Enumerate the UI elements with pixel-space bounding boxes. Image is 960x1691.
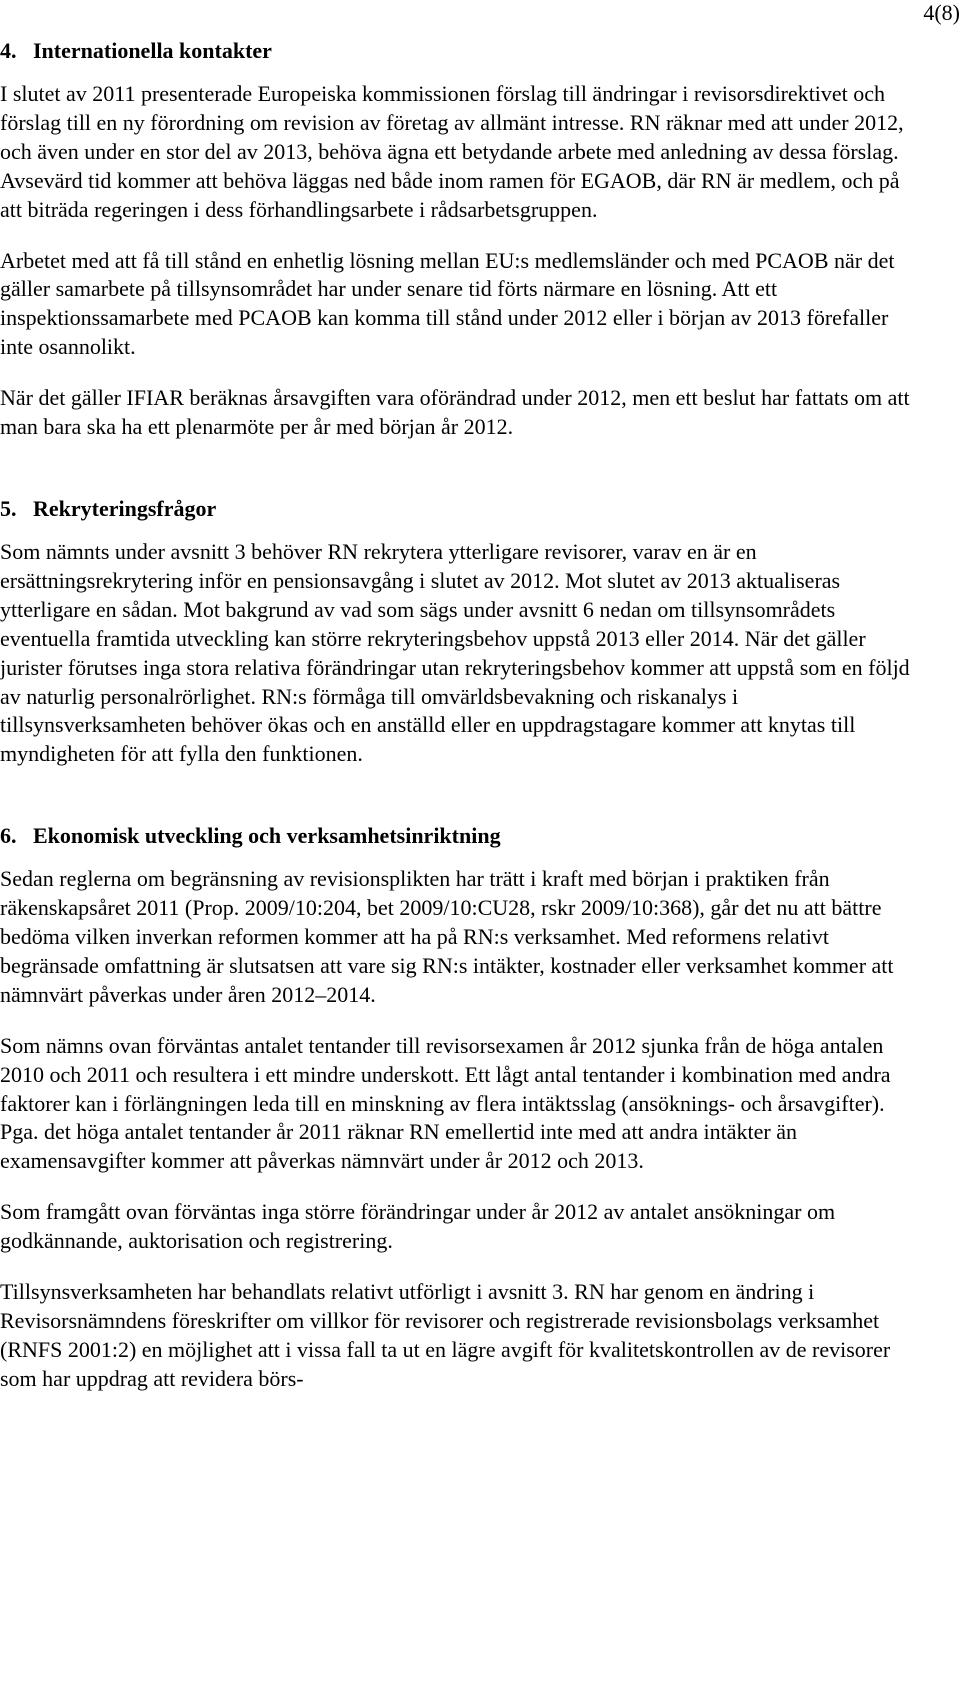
section-internationella-kontakter [0,36,920,442]
paragraph: Sedan reglerna om begränsning av revisionsplikten har trätt i kraft med början i praktiken från räkenskapsåret 2011 (Prop. 2009/10:204, bet 2009/10:CU28, rskr 2009/10:368), går det nu att bättre bedöma vilken inverkan reformen kommer att ha på RN:s verksamhet. Med reformens relativt begränsade omfattning är slutsatsen att vare sig RN:s intäkter, kostnader eller verksamhet kommer att nämnvärt påverkas under åren 2012–2014. [0,866,894,1007]
section-number: 4. [0,38,17,63]
paragraph: När det gäller IFIAR beräknas årsavgiften vara oförändrad under 2012, men ett beslut har fattats om att man bara ska ha ett plenarmöte per år med början år 2012. [0,385,910,440]
document-body [0,36,920,1394]
paragraph: I slutet av 2011 presenterade Europeiska kommissionen förslag till ändringar i revisorsdirektivet och förslag till en ny förordning om revision av företag av allmänt intresse. RN räknar med att under 2012, och även under en stor del av 2013, behöva ägna ett betydande arbete med anledning av dessa förslag. Avsevärd tid kommer att behöva läggas ned både inom ramen för EGAOB, där RN är medlem, och på att biträda regeringen i dess förhandlingsarbete i rådsarbetsgruppen. [0,81,904,222]
section-rekryteringsfragor [0,494,920,769]
paragraph: Som nämns ovan förväntas antalet tentander till revisorsexamen år 2012 sjunka från de höga antalen 2010 och 2011 och resultera i ett mindre underskott. Ett lågt antal tentander i kombination med andra faktorer kan i förlängningen leda till en minskning av flera intäktsslag (ansöknings- och årsavgifter). Pga. det höga antalet tentander år 2011 räknar RN emellertid inte med att andra intäkter än examensavgifter kommer att påverkas nämnvärt under år 2012 och 2013. [0,1032,891,1174]
paragraph: Arbetet med att få till stånd en enhetlig lösning mellan EU:s medlemsländer och med PCAOB när det gäller samarbete på tillsynsområdet har under senare tid förts närmare en lösning. Att ett inspektionssamarbete med PCAOB kan komma till stånd under 2012 eller i början av 2013 förefaller inte osannolikt. [0,247,895,360]
section-heading [0,36,920,66]
paragraph: Som nämnts under avsnitt 3 behöver RN rekrytera ytterligare revisorer, varav en är en ersättningsrekrytering inför en pensionsavgång i slutet av 2012. Mot slutet av 2013 aktualiseras ytterligare en sådan. Mot bakgrund av vad som sägs under avsnitt 6 nedan om tillsynsområdets eventuella framtida utveckling kan större rekryteringsbehov uppstå 2013 eller 2014. När det gäller jurister förutses inga stora relativa förändringar utan rekryteringsbehov kommer att uppstå som en följd av naturlig personalrörlighet. RN:s förmåga till omvärldsbevakning och riskanalys i tillsynsverksamheten behöver ökas och en anställd eller en uppdragstagare kommer att knytas till myndigheten för att fylla den funktionen. [0,538,910,767]
section-ekonomisk-utveckling [0,821,920,1394]
paragraph: Tillsynsverksamheten har behandlats relativt utförligt i avsnitt 3. RN har genom en ändring i Revisorsnämndens föreskrifter om villkor för revisorer och registrerade revisionsbolags verksamhet (RNFS 2001:2) en möjlighet att i vissa fall ta ut en lägre avgift för kvalitetskontrollen av de revisorer som har uppdrag att revidera börs- [0,1279,891,1391]
paragraph: Som framgått ovan förväntas inga större förändringar under år 2012 av antalet ansökningar om godkännande, auktorisation och registrering. [0,1199,836,1254]
section-number: 6. [0,823,17,849]
section-title: Rekryteringsfrågor [33,495,217,521]
section-heading [0,494,920,524]
section-heading [0,821,920,851]
section-number: 5. [0,495,17,521]
page-number: 4(8) [923,0,960,25]
section-title: Internationella kontakter [33,38,272,63]
section-title: Ekonomisk utveckling och verksamhetsinriktning [33,823,501,849]
